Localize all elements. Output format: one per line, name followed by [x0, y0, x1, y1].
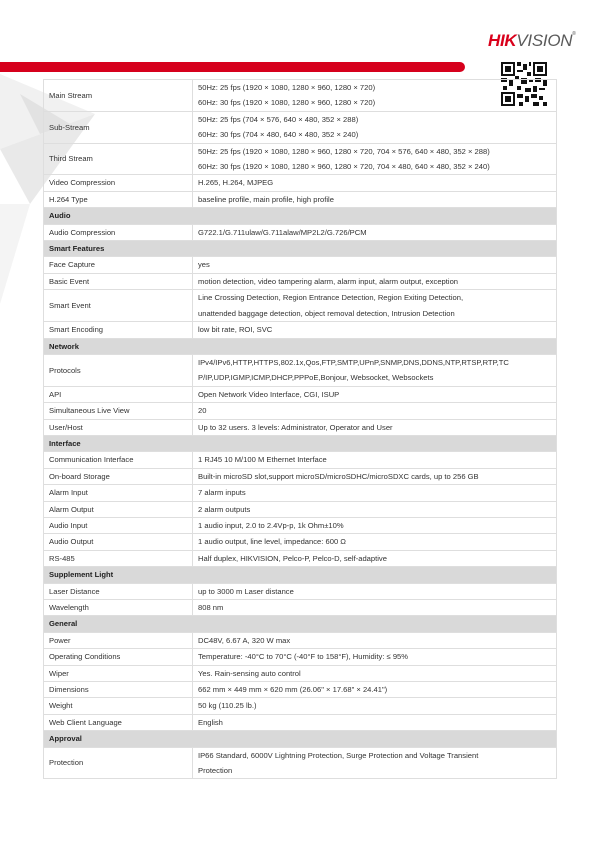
- spec-value-line: motion detection, video tampering alarm, alarm input, alarm output, exception: [198, 276, 459, 286]
- spec-value: [193, 682, 557, 698]
- spec-row: [44, 111, 557, 143]
- spec-value: [193, 468, 557, 484]
- spec-value-line: 1 RJ45 10 M/100 M Ethernet Interface: [198, 455, 327, 465]
- spec-row: [44, 386, 557, 402]
- spec-value: [193, 485, 557, 501]
- spec-value-line: 50 kg (110.25 lb.): [198, 701, 257, 711]
- spec-row: [44, 290, 557, 322]
- spec-row: [44, 419, 557, 435]
- specification-table: [43, 79, 557, 779]
- spec-value: [193, 175, 557, 191]
- spec-value-line: Temperature: -40°C to 70°C (-40°F to 158°F), Humidity: ≤ 95%: [198, 652, 409, 662]
- spec-row: [44, 583, 557, 599]
- spec-label: Protocols: [44, 354, 193, 386]
- spec-label: Audio Compression: [44, 224, 193, 240]
- spec-value-line: 7 alarm inputs: [198, 488, 246, 498]
- spec-value-line: G722.1/G.711ulaw/G.711alaw/MP2L2/G.726/PCM: [198, 227, 367, 237]
- spec-row: [44, 175, 557, 191]
- section-header-row: [44, 338, 557, 354]
- spec-value-line: baseline profile, main profile, high profile: [198, 194, 334, 204]
- spec-row: [44, 550, 557, 566]
- spec-row: [44, 452, 557, 468]
- spec-value-line: P/IP,UDP,IGMP,ICMP,DHCP,PPPoE,Bonjour, Websocket, Websockets: [198, 373, 434, 383]
- spec-value: [193, 143, 557, 175]
- spec-label: Alarm Input: [44, 485, 193, 501]
- spec-value-line: Half duplex, HIKVISION, Pelco-P, Pelco-D, self-adaptive: [198, 553, 387, 563]
- spec-value-line: up to 3000 m Laser distance: [198, 586, 294, 596]
- spec-row: [44, 80, 557, 112]
- spec-value: [193, 354, 557, 386]
- spec-label: Smart Encoding: [44, 322, 193, 338]
- spec-row: [44, 632, 557, 648]
- spec-value-line: 808 nm: [198, 603, 224, 612]
- spec-label: Simultaneous Live View: [44, 403, 193, 419]
- spec-value-line: low bit rate, ROI, SVC: [198, 325, 273, 335]
- spec-row: [44, 714, 557, 730]
- logo-text-vision: VISION: [516, 31, 573, 50]
- spec-label: Operating Conditions: [44, 649, 193, 665]
- spec-value: [193, 80, 557, 112]
- spec-row: [44, 403, 557, 419]
- spec-label: Sub-Stream: [44, 111, 193, 143]
- spec-value-line: 60Hz: 30 fps (1920 × 1080, 1280 × 960, 1280 × 720, 704 × 480, 640 × 480, 352 × 240): [198, 162, 490, 172]
- spec-value: [193, 322, 557, 338]
- section-header-row: [44, 241, 557, 257]
- spec-row: [44, 517, 557, 533]
- spec-value-line: 662 mm × 449 mm × 620 mm (26.06" × 17.68" × 24.41"): [198, 685, 388, 695]
- spec-value-line: Yes. Rain-sensing auto control: [198, 668, 301, 678]
- spec-value: [193, 290, 557, 322]
- spec-label: API: [44, 386, 193, 402]
- spec-value: [193, 714, 557, 730]
- spec-label: Dimensions: [44, 682, 193, 698]
- spec-value: [193, 698, 557, 714]
- spec-label: Weight: [44, 698, 193, 714]
- spec-row: [44, 649, 557, 665]
- spec-label: Power: [44, 632, 193, 648]
- spec-row: [44, 698, 557, 714]
- spec-label: Laser Distance: [44, 583, 193, 599]
- spec-value: [193, 550, 557, 566]
- spec-value: [193, 273, 557, 289]
- spec-value-line: IP66 Standard, 6000V Lightning Protection, Surge Protection and Voltage Transient: [198, 750, 479, 760]
- spec-value: [193, 452, 557, 468]
- section-title: Approval: [44, 731, 557, 747]
- spec-row: [44, 485, 557, 501]
- spec-row: [44, 468, 557, 484]
- spec-row: [44, 322, 557, 338]
- spec-value: [193, 665, 557, 681]
- section-title: Audio: [44, 208, 557, 224]
- spec-value-line: 50Hz: 25 fps (1920 × 1080, 1280 × 960, 1280 × 720, 704 × 576, 640 × 480, 352 × 288): [198, 146, 490, 156]
- spec-row: [44, 600, 557, 616]
- spec-value: [193, 501, 557, 517]
- spec-value-line: Line Crossing Detection, Region Entrance Detection, Region Exiting Detection,: [198, 293, 464, 303]
- spec-value: [193, 649, 557, 665]
- spec-label: Communication Interface: [44, 452, 193, 468]
- spec-label: Alarm Output: [44, 501, 193, 517]
- spec-value: [193, 517, 557, 533]
- spec-label: User/Host: [44, 419, 193, 435]
- section-title: Smart Features: [44, 241, 557, 257]
- header-accent-bar: [0, 62, 465, 72]
- deco-shape-3: [0, 204, 30, 304]
- spec-value: [193, 386, 557, 402]
- spec-value: [193, 191, 557, 207]
- spec-value-line: IPv4/IPv6,HTTP,HTTPS,802.1x,Qos,FTP,SMTP,UPnP,SNMP,DNS,DDNS,NTP,RTSP,RTP,TC: [198, 357, 509, 367]
- spec-label: Web Client Language: [44, 714, 193, 730]
- spec-value-line: 50Hz: 25 fps (704 × 576, 640 × 480, 352 × 288): [198, 114, 359, 124]
- section-header-row: [44, 435, 557, 451]
- logo-text-hik: HIK: [488, 31, 517, 50]
- section-header-row: [44, 208, 557, 224]
- section-title: Network: [44, 338, 557, 354]
- logo-registered-mark: ®: [572, 31, 576, 37]
- spec-row: [44, 273, 557, 289]
- spec-value: [193, 583, 557, 599]
- section-title: Supplement Light: [44, 567, 557, 583]
- spec-value-line: H.265, H.264, MJPEG: [198, 178, 274, 188]
- spec-row: [44, 534, 557, 550]
- spec-row: [44, 191, 557, 207]
- spec-row: [44, 665, 557, 681]
- spec-value-line: 1 audio input, 2.0 to 2.4Vp-p, 1k Ohm±10%: [198, 520, 344, 530]
- spec-value-line: Built-in microSD slot,support microSD/microSDHC/microSDXC cards, up to 256 GB: [198, 471, 479, 481]
- spec-value: [193, 632, 557, 648]
- spec-label: Video Compression: [44, 175, 193, 191]
- spec-value: [193, 419, 557, 435]
- spec-row: [44, 143, 557, 175]
- spec-label: Audio Output: [44, 534, 193, 550]
- spec-label: RS-485: [44, 550, 193, 566]
- spec-label: Face Capture: [44, 257, 193, 273]
- spec-value-line: Open Network Video Interface, CGI, ISUP: [198, 389, 340, 399]
- spec-value: [193, 111, 557, 143]
- spec-value-line: 60Hz: 30 fps (1920 × 1080, 1280 × 960, 1280 × 720): [198, 98, 376, 108]
- spec-value: [193, 403, 557, 419]
- spec-label: Third Stream: [44, 143, 193, 175]
- spec-value: [193, 534, 557, 550]
- spec-value-line: 20: [198, 406, 207, 416]
- spec-value-line: Up to 32 users. 3 levels: Administrator, Operator and User: [198, 422, 393, 432]
- hikvision-logo: [488, 31, 576, 51]
- spec-value: [193, 747, 557, 779]
- spec-value: [193, 600, 557, 616]
- spec-label: On-board Storage: [44, 468, 193, 484]
- spec-label: Smart Event: [44, 290, 193, 322]
- spec-label: H.264 Type: [44, 191, 193, 207]
- spec-label: Basic Event: [44, 273, 193, 289]
- section-header-row: [44, 616, 557, 632]
- spec-value-line: 2 alarm outputs: [198, 504, 251, 514]
- spec-value: [193, 257, 557, 273]
- spec-value-line: Protection: [198, 766, 233, 776]
- section-title: General: [44, 616, 557, 632]
- section-header-row: [44, 567, 557, 583]
- spec-row: [44, 682, 557, 698]
- spec-label: Wiper: [44, 665, 193, 681]
- spec-value-line: 50Hz: 25 fps (1920 × 1080, 1280 × 960, 1280 × 720): [198, 83, 376, 92]
- spec-row: [44, 501, 557, 517]
- spec-label: Wavelength: [44, 600, 193, 616]
- spec-value: [193, 224, 557, 240]
- spec-value-line: 1 audio output, line level, impedance: 600 Ω: [198, 537, 346, 547]
- spec-row: [44, 224, 557, 240]
- spec-value-line: English: [198, 717, 223, 727]
- spec-value-line: yes: [198, 260, 210, 270]
- spec-value-line: unattended baggage detection, object removal detection, Intrusion Detection: [198, 308, 455, 318]
- section-title: Interface: [44, 435, 557, 451]
- section-header-row: [44, 731, 557, 747]
- spec-value-line: DC48V, 6.67 A, 320 W max: [198, 635, 291, 645]
- spec-row: [44, 257, 557, 273]
- spec-label: Protection: [44, 747, 193, 779]
- spec-value-line: 60Hz: 30 fps (704 × 480, 640 × 480, 352 × 240): [198, 130, 359, 140]
- spec-label: Audio Input: [44, 517, 193, 533]
- spec-label: Main Stream: [44, 80, 193, 112]
- spec-row: [44, 747, 557, 779]
- spec-row: [44, 354, 557, 386]
